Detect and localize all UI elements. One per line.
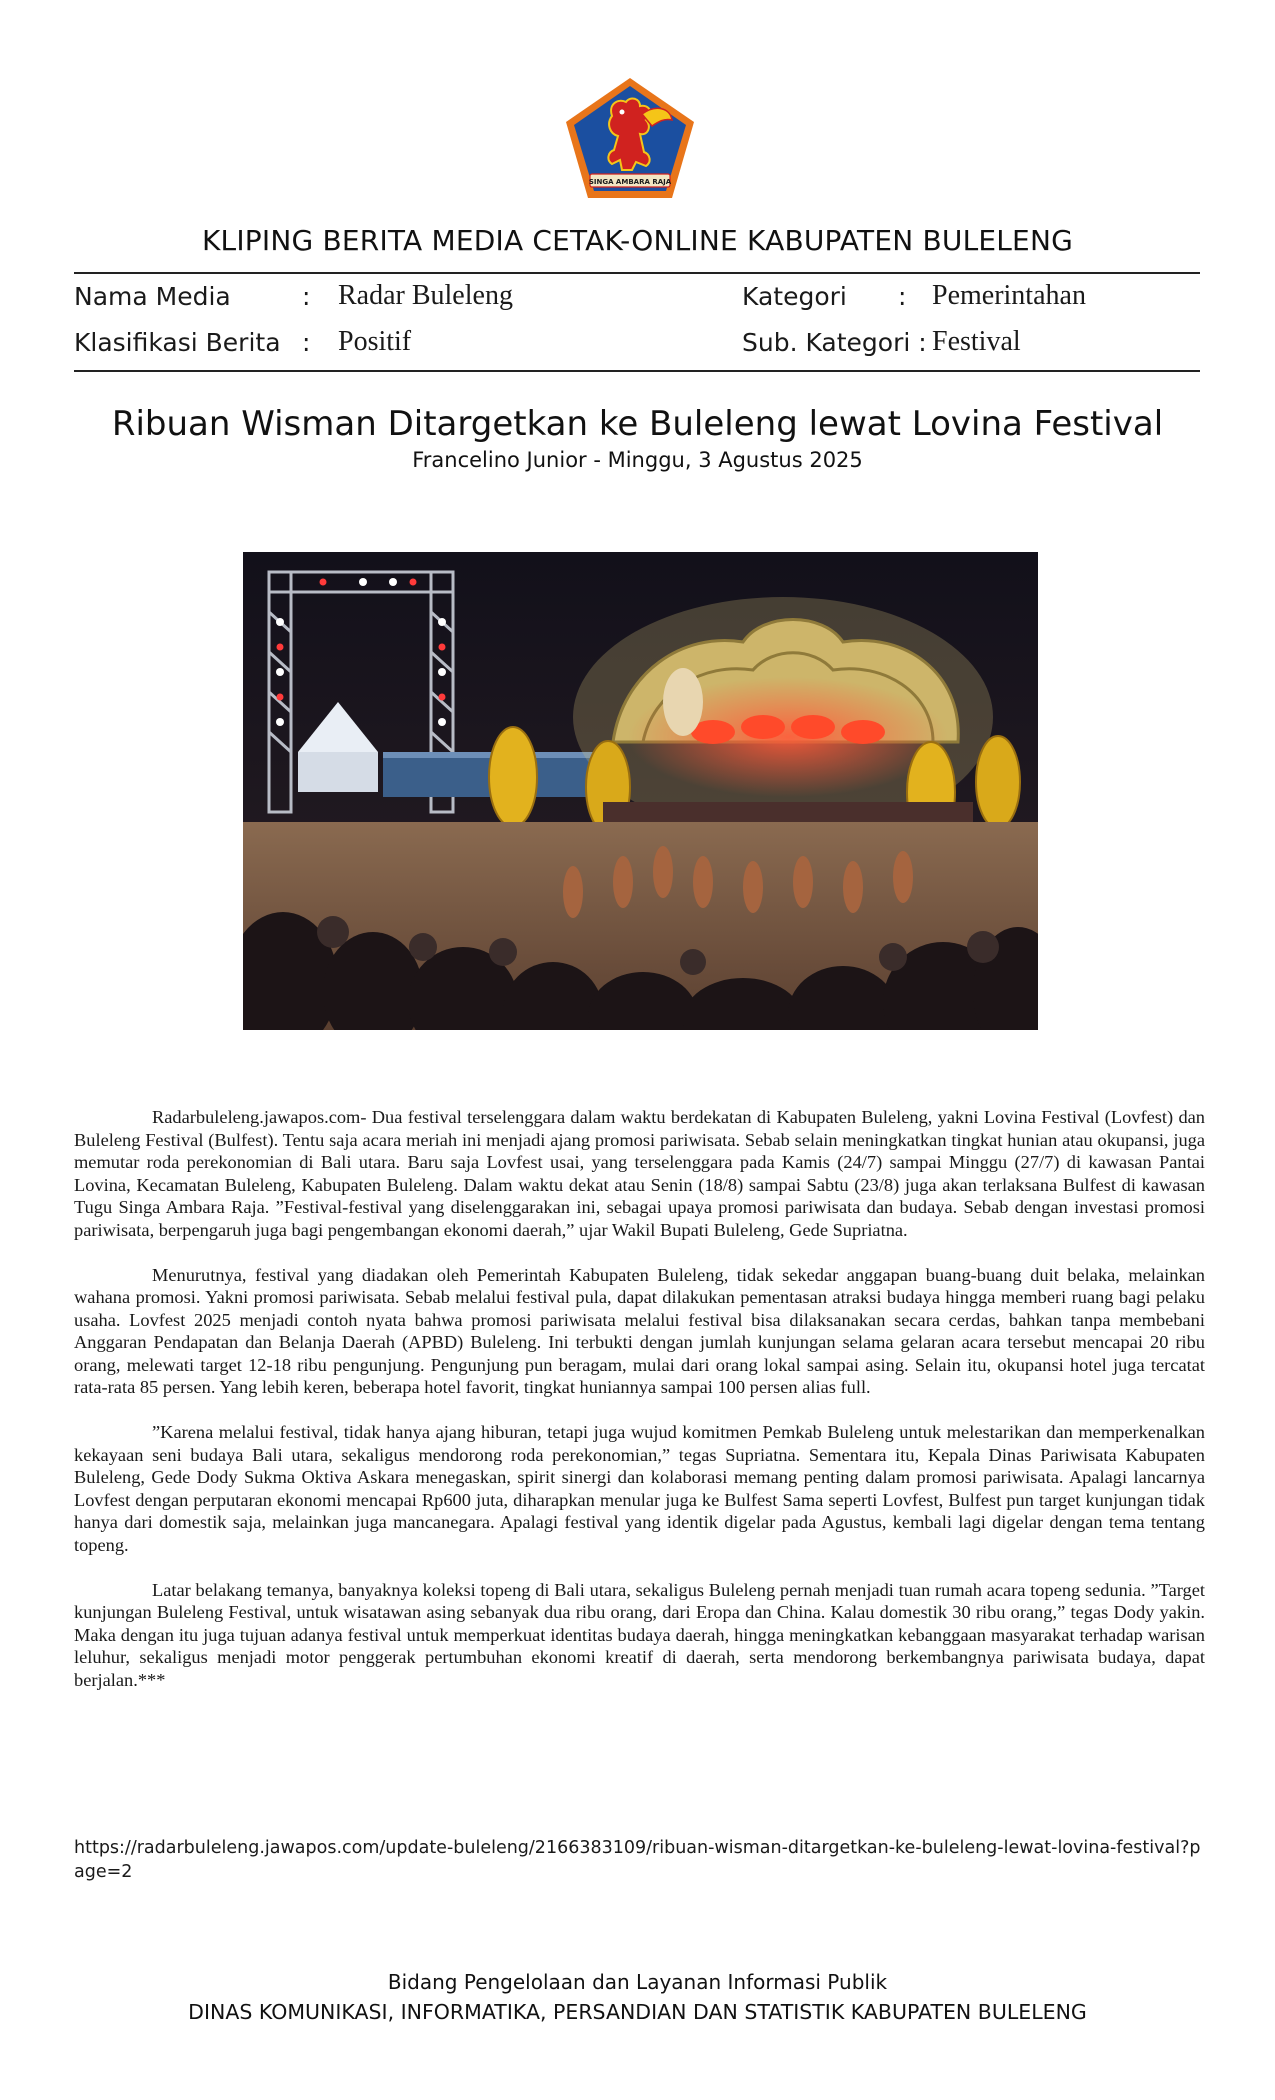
article-paragraph-1: Radarbuleleng.jawapos.com- Dua festival terselenggara dalam waktu berdekatan di Kabupaten Buleleng, yakni Lovina Festival (Lovfest) dan Buleleng Festival (Bulfest). Tentu saja acara meriah ini menjadi ajang promosi pariwisata. Sebab selain meningkatkan tingkat hunian atau okupansi, juga memutar roda perekonomian di Bali utara. Baru saja Lovfest usai, yang terselenggara pada Kamis (24/7) sampai Minggu (27/7) di kawasan Pantai Lovina, Kecamatan Buleleng, Kabupaten Buleleng. Dalam waktu dekat atau Senin (18/8) sampai Sabtu (23/8) juga akan terlaksana Bulfest di kawasan Tugu Singa Ambara Raja. ”Festival-festival yang diselenggarakan ini, sebagai upaya promosi pariwisata dan budaya. Sebab dengan investasi promosi pariwisata, berpengaruh juga bagi pengembangan ekonomi daerah,” ujar Wakil Bupati Buleleng, Gede Supriatna. xyxy=(74,1107,1205,1240)
article-paragraph-3: ”Karena melalui festival, tidak hanya ajang hiburan, tetapi juga wujud komitmen Pemkab Buleleng untuk melestarikan dan memperkenalkan kekayaan seni budaya Bali utara, sekaligus mendorong roda perekonomian,” tegas Supriatna. Sementara itu, Kepala Dinas Pariwisata Kabupaten Buleleng, Gede Dody Sukma Oktiva Askara menegaskan, spirit sinergi dan kolaborasi memang penting dalam promosi pariwisata. Apalagi lancarnya Lovfest dengan perputaran ekonomi mencapai Rp600 juta, diharapkan menular juga ke Bulfest Sama seperti Lovfest, Bulfest pun target kunjungan tidak hanya dari domestik saja, melainkan juga mancanegara. Apalagi festival yang identik digelar pada Agustus, kembali lagi digelar dengan tema tentang topeng. xyxy=(74,1422,1205,1555)
sub-kategori-label: Sub. Kategori : xyxy=(742,328,927,357)
klasifikasi-colon: : xyxy=(302,328,311,357)
article-byline: Francelino Junior - Minggu, 3 Agustus 2025 xyxy=(412,448,863,472)
header-top-rule xyxy=(74,272,1200,274)
article-paragraph-4: Latar belakang temanya, banyaknya koleksi topeng di Bali utara, sekaligus Buleleng pernah menjadi tuan rumah acara topeng sedunia. ”Target kunjungan Buleleng Festival, untuk wisatawan asing sebanyak dua ribu orang, dari Eropa dan China. Kalau domestik 30 ribu orang,” tegas Dody yakin. Maka dengan itu juga tujuan adanya festival untuk memperkuat identitas budaya daerah, hingga meningkatkan kebanggaan masyarakat terhadap warisan leluhur, sekaligus menjadi motor penggerak pertumbuhan ekonomi kreatif di daerah, serta mendorong berkembangnya pariwisata budaya, dapat berjalan.*** xyxy=(74,1579,1205,1690)
nama-media-colon: : xyxy=(302,282,311,311)
source-url-link[interactable]: https://radarbuleleng.jawapos.com/update-buleleng/2166383109/ribuan-wisman-ditargetkan-ke-buleleng-lewat-lovina-festival?page=2 xyxy=(74,1838,1201,1882)
clipping-title: KLIPING BERITA MEDIA CETAK-ONLINE KABUPATEN BULELENG xyxy=(201,224,1073,257)
footer-division: Bidang Pengelolaan dan Layanan Informasi Publik xyxy=(387,1970,888,1994)
nama-media-value: Radar Buleleng xyxy=(338,280,513,311)
nama-media-label: Nama Media xyxy=(74,282,231,311)
klasifikasi-label: Klasifikasi Berita xyxy=(74,328,281,357)
footer-agency: DINAS KOMUNIKASI, INFORMATIKA, PERSANDIAN DAN STATISTIK KABUPATEN BULELENG xyxy=(188,2000,1087,2024)
singa-ambara-raja-logo xyxy=(560,74,700,204)
logo-ribbon-text: SINGA AMBARA RAJA xyxy=(588,178,672,186)
kategori-colon: : xyxy=(898,282,907,311)
article-headline: Ribuan Wisman Ditargetkan ke Buleleng lewat Lovina Festival xyxy=(111,404,1164,444)
sub-kategori-value: Festival xyxy=(932,326,1021,357)
article-body xyxy=(74,1106,1205,1714)
klasifikasi-value: Positif xyxy=(338,326,412,357)
logo-emblem-icon xyxy=(560,74,700,204)
article-paragraph-2: Menurutnya, festival yang diadakan oleh Pemerintah Kabupaten Buleleng, tidak sekedar anggapan buang-buang duit belaka, melainkan wahana promosi. Yakni promosi pariwisata. Sebab melalui festival pula, dapat dilakukan pementasan atraksi budaya hingga memberi ruang bagi pelaku usaha. Lovfest 2025 menjadi contoh nyata bahwa promosi pariwisata melalui festival bisa dilaksanakan secara cerdas, bahkan tanpa membebani Anggaran Pendapatan dan Belanja Daerah (APBD) Buleleng. Ini terbukti dengan jumlah kunjungan selama gelaran acara tersebut mencapai 20 ribu orang, melewati target 12-18 ribu pengunjung. Pengunjung pun beragam, mulai dari orang lokal sampai asing. Selain itu, okupansi hotel juga tercatat rata-rata 85 persen. Yang lebih keren, beberapa hotel favorit, tingkat huniannya sampai 100 persen alias full. xyxy=(74,1264,1205,1397)
kategori-label: Kategori xyxy=(742,282,847,311)
kategori-value: Pemerintahan xyxy=(932,280,1086,311)
festival-photo xyxy=(243,552,1038,1030)
header-bottom-rule xyxy=(74,370,1200,372)
